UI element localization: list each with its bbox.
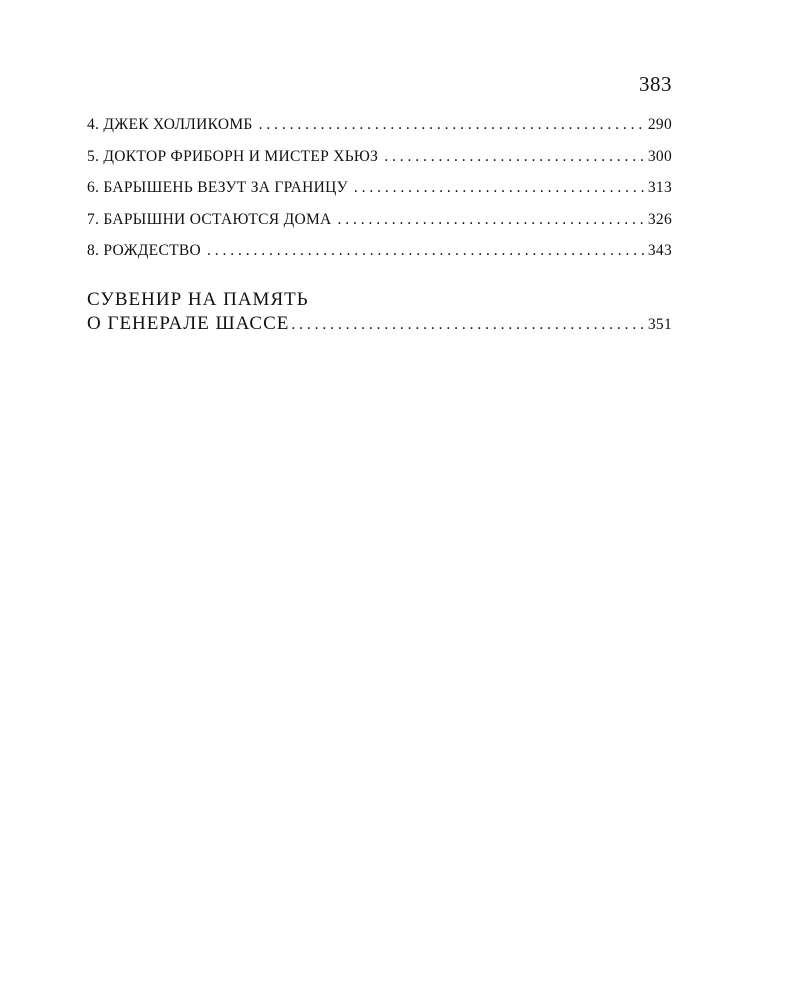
toc-entry[interactable] bbox=[87, 211, 672, 243]
dot-leader bbox=[338, 211, 646, 229]
toc-entry[interactable] bbox=[87, 179, 672, 211]
toc-entry-page: 290 bbox=[647, 116, 672, 133]
dot-leader bbox=[207, 242, 646, 260]
toc-entry-title: 6. БАРЫШЕНЬ ВЕЗУТ ЗА ГРАНИЦУ bbox=[87, 179, 348, 196]
toc-entry-title: 4. ДЖЕК ХОЛЛИКОМБ bbox=[87, 116, 253, 133]
toc-entry[interactable] bbox=[87, 242, 672, 274]
table-of-contents bbox=[87, 116, 672, 274]
toc-entry-title: 8. РОЖДЕСТВО bbox=[87, 242, 201, 259]
toc-entry-title: 5. ДОКТОР ФРИБОРН И МИСТЕР ХЬЮЗ bbox=[87, 147, 379, 165]
section-title-line1: СУВЕНИР НА ПАМЯТЬ bbox=[87, 289, 309, 310]
toc-section[interactable] bbox=[87, 288, 672, 337]
toc-entry-page: 326 bbox=[647, 210, 672, 228]
section-title-row bbox=[87, 312, 672, 337]
toc-entry-page: 313 bbox=[647, 179, 672, 196]
toc-entry-page: 300 bbox=[647, 147, 672, 165]
section-page: 351 bbox=[647, 316, 672, 333]
dot-leader bbox=[291, 313, 645, 337]
toc-entry-title: 7. БАРЫШНИ ОСТАЮТСЯ ДОМА bbox=[87, 210, 332, 228]
dot-leader bbox=[354, 179, 646, 197]
dot-leader bbox=[384, 148, 646, 166]
section-title-line2: О ГЕНЕРАЛЕ ШАССЕ bbox=[87, 313, 290, 334]
toc-entry[interactable] bbox=[87, 148, 672, 180]
toc-entry-page: 343 bbox=[647, 242, 672, 259]
dot-leader bbox=[259, 116, 646, 134]
page-number: 383 bbox=[639, 72, 672, 96]
toc-entry[interactable] bbox=[87, 116, 672, 148]
